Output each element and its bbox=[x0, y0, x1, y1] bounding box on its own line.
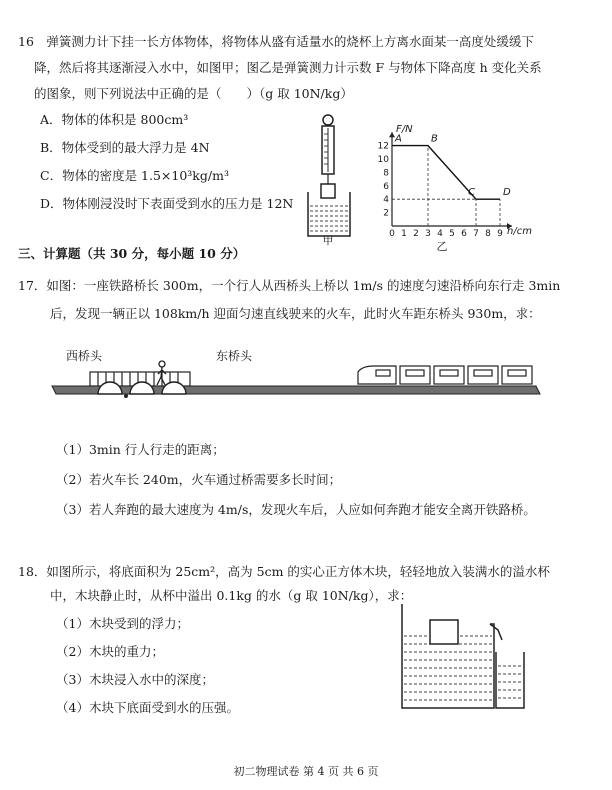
overflow-cup-figure bbox=[390, 600, 540, 712]
chart-x-tick-label: 5 bbox=[449, 229, 455, 239]
q18-sub1: （1）木块受到的浮力； bbox=[56, 616, 189, 631]
train-icon bbox=[358, 366, 532, 384]
page-footer: 初二物理试卷 第 4 页 共 6 页 bbox=[233, 765, 379, 778]
chart-x-tick-label: 2 bbox=[413, 229, 419, 239]
embankment bbox=[52, 386, 540, 394]
chart-y-tick-label: 2 bbox=[383, 208, 389, 219]
label-east-bridgehead: 东桥头 bbox=[216, 349, 253, 363]
chart-y-tick-label: 6 bbox=[383, 181, 389, 192]
bridge-arches bbox=[98, 382, 186, 394]
fig-jia-caption: 甲 bbox=[322, 234, 334, 247]
section3-title: 三、计算题（共 30 分，每小题 10 分） bbox=[18, 246, 246, 261]
spring-scale-ring bbox=[323, 115, 333, 125]
chart-x-tick-label: 0 bbox=[389, 229, 395, 239]
q16-line2: 降，然后将其逐渐浸入水中，如图甲；图乙是弹簧测力计示数 F 与物体下降高度 h 变化关系 bbox=[34, 60, 542, 75]
q16-option-c: C．物体的密度是 1.5×10³kg/m³ bbox=[40, 168, 229, 183]
q18-line2: 中，木块静止时，从杯中溢出 0.1kg 的水（g 取 10N/kg），求： bbox=[50, 588, 413, 603]
chart-point-label-b: B bbox=[431, 133, 438, 145]
chart-y-tick-label: 12 bbox=[377, 141, 389, 152]
chart-y-tick-label: 4 bbox=[383, 195, 389, 206]
cup-water bbox=[404, 636, 492, 700]
q17-line1: 17．如图：一座铁路桥长 300m，一个行人从西桥头上桥以 1m/s 的速度匀速沿桥向东行走 3min bbox=[18, 278, 561, 293]
chart-x-tick-label: 9 bbox=[497, 229, 503, 239]
q18-sub2: （2）木块的重力； bbox=[56, 644, 164, 659]
chart-y-tick-label: 10 bbox=[377, 155, 389, 165]
chart-x-tick-label: 3 bbox=[425, 229, 431, 239]
q18-line1: 18．如图所示，将底面积为 25cm²，高为 5cm 的实心正方体木块，轻轻地放入装满水的溢水杯 bbox=[18, 564, 550, 579]
wooden-block bbox=[430, 620, 458, 644]
bridge-train-figure bbox=[40, 346, 560, 416]
q17-line2: 后，发现一辆正以 108km/h 迎面匀速直线驶来的火车，此时火车距东桥头 930m，求： bbox=[50, 306, 541, 321]
q17-sub2: （2）若火车长 240m，火车通过桥需要多长时间； bbox=[56, 472, 342, 487]
figure-jia bbox=[300, 112, 360, 247]
q18-sub3: （3）木块浸入水中的深度； bbox=[56, 672, 214, 687]
q16-option-a: A．物体的体积是 800cm³ bbox=[40, 112, 189, 127]
chart-x-tick-label: 6 bbox=[461, 229, 467, 239]
q16-line3: 的图象，则下列说法中正确的是（ ）（g 取 10N/kg） bbox=[34, 86, 353, 101]
fig-yi-caption: 乙 bbox=[436, 240, 448, 253]
q17-sub3: （3）若人奔跑的最大速度为 4m/s，发现火车后，人应如何奔跑才能安全离开铁路桥。 bbox=[56, 502, 536, 517]
small-beaker bbox=[496, 652, 524, 708]
chart-x-tick-label: 1 bbox=[401, 229, 407, 239]
hanging-block bbox=[321, 184, 335, 198]
chart-point-label-c: C bbox=[468, 187, 475, 199]
q16-option-d: D．物体刚浸没时下表面受到水的压力是 12N bbox=[40, 196, 294, 211]
chart-ylabel: F/N bbox=[396, 124, 413, 135]
q17-sub1: （1）3min 行人行走的距离； bbox=[56, 442, 225, 457]
chart-point-label-a: A bbox=[395, 133, 402, 145]
overflow-spout bbox=[490, 624, 502, 640]
beaker-water bbox=[310, 206, 348, 231]
chart-x-tick-label: 7 bbox=[473, 229, 479, 239]
chart-point-label-d: D bbox=[503, 187, 511, 199]
q16-line1: 16 弹簧测力计下挂一长方体物体，将物体从盛有适量水的烧杯上方离水面某一高度处缓缓下 bbox=[18, 34, 534, 49]
chart-x-tick-label: 4 bbox=[437, 229, 443, 239]
q18-sub4: （4）木块下底面受到水的压强。 bbox=[56, 700, 239, 715]
chart-x-tick-label: 8 bbox=[485, 229, 491, 239]
chart-y-tick-label: 8 bbox=[383, 168, 389, 179]
q16-option-b: B．物体受到的最大浮力是 4N bbox=[40, 140, 210, 155]
small-beaker-water bbox=[498, 666, 522, 698]
chart-series-line bbox=[392, 146, 500, 200]
figure-yi-chart bbox=[370, 120, 540, 253]
chart-xlabel: h/cm bbox=[507, 226, 532, 237]
label-west-bridgehead: 西桥头 bbox=[66, 349, 103, 363]
